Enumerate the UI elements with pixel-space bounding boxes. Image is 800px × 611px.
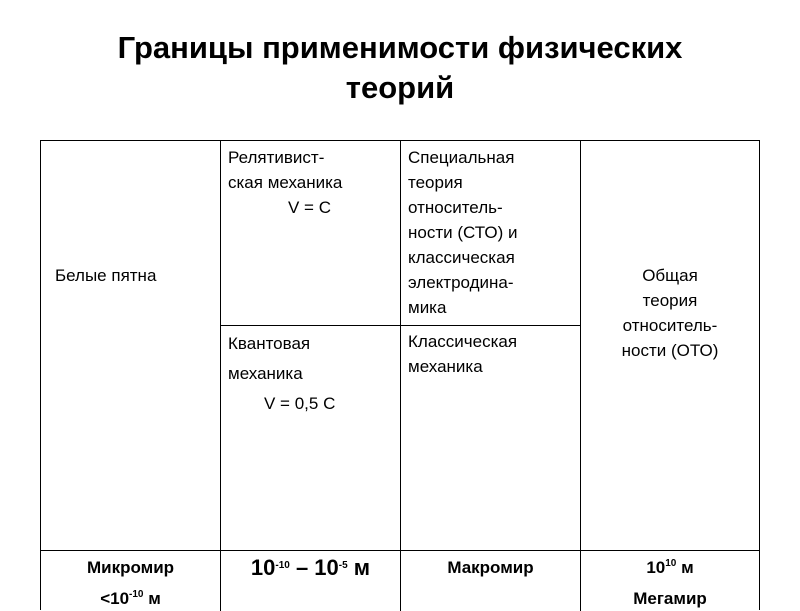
relativistic-line1: Релятивист- (228, 148, 325, 167)
white-spots-label: Белые пятна (55, 266, 157, 285)
microworld-range: $<10^{-10}$ м (100, 589, 161, 608)
classical-line2: механика (408, 357, 483, 376)
megaworld-label: Мегамир (633, 589, 707, 608)
microworld-label: Микромир (86, 558, 175, 577)
sto-line: теория (408, 173, 463, 192)
scale-range: $10^{-10} - 10^{-5}$ м (250, 555, 371, 580)
cell-general-relativity (581, 263, 759, 363)
gto-line: относитель- (622, 316, 718, 335)
sto-line: электродина- (408, 273, 514, 292)
relativistic-line2: ская механика (228, 173, 343, 192)
sto-line: относитель- (408, 198, 503, 217)
cell-quantum-mechanics (228, 329, 398, 419)
cell-megaworld (581, 555, 759, 611)
cell-macroworld (401, 555, 580, 580)
sto-line: ности (СТО) и (408, 223, 518, 242)
quantum-formula: V = 0,5 C (264, 394, 336, 413)
gto-line: теория (642, 291, 698, 310)
cell-microworld (41, 555, 220, 611)
slide-title-line2: теорий (345, 70, 455, 105)
theory-table (40, 140, 760, 610)
gto-line: Общая (642, 266, 698, 285)
row-divider-middle (221, 325, 581, 326)
row-divider-bottom (41, 550, 759, 551)
cell-classical-mechanics (408, 329, 580, 379)
column-divider-2 (400, 141, 401, 611)
classical-line1: Классическая (408, 332, 518, 351)
macroworld-label: Макромир (447, 558, 534, 577)
cell-scale-range (221, 555, 400, 582)
gto-line: ности (ОТО) (621, 341, 719, 360)
quantum-line2: механика (228, 364, 303, 383)
sto-line: Специальная (408, 148, 515, 167)
cell-special-relativity (408, 145, 580, 320)
slide-title-line1: Границы применимости физических (117, 30, 683, 65)
column-divider-1 (220, 141, 221, 611)
megaworld-scale: $10^{10}$ м (646, 558, 694, 577)
column-divider-3 (580, 141, 581, 611)
sto-line: классическая (408, 248, 515, 267)
quantum-line1: Квантовая (228, 334, 311, 353)
cell-relativistic-mechanics (228, 145, 398, 220)
relativistic-formula: V = C (288, 198, 331, 217)
cell-white-spots (55, 263, 215, 288)
sto-line: мика (408, 298, 447, 317)
slide-title (0, 28, 800, 108)
